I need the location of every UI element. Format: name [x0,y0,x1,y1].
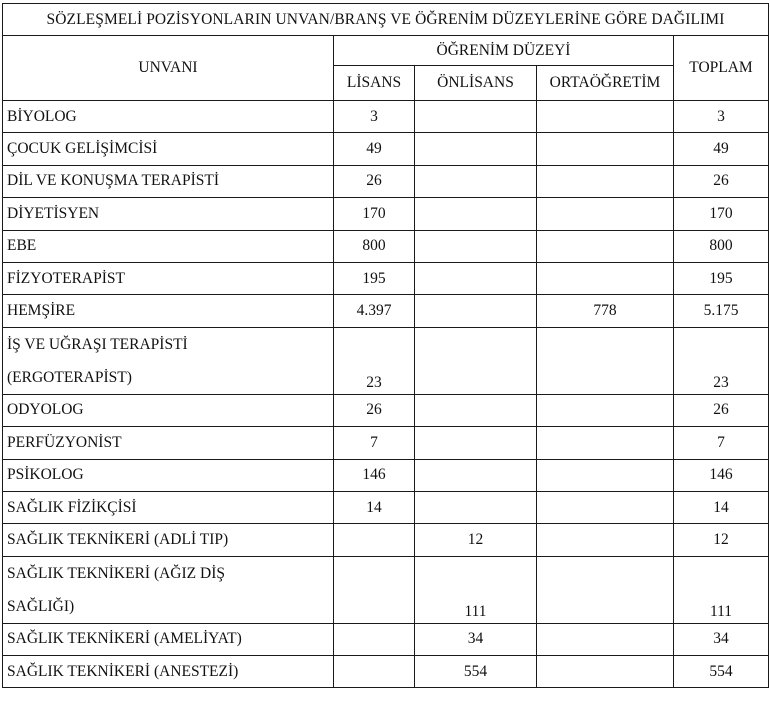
cell-onlisans [415,427,537,459]
table-row [3,262,769,294]
cell-onlisans [415,165,537,197]
cell-toplam: 554 [674,656,769,688]
cell-toplam: 111 [674,556,769,623]
table-row [3,295,769,327]
cell-ortaogretim [537,165,674,197]
cell-lisans: 195 [334,262,415,294]
cell-onlisans [415,394,537,426]
cell-unvan [3,327,334,394]
cell-unvan-line1: SAĞLIK TEKNİKERİ (AĞIZ DİŞ [7,564,225,582]
cell-onlisans [415,262,537,294]
cell-unvan: SAĞLIK TEKNİKERİ (AMELİYAT) [3,623,334,655]
cell-lisans: 800 [334,230,415,262]
cell-lisans: 23 [334,327,415,394]
cell-unvan-line2: (ERGOTERAPİST) [7,368,132,386]
cell-ortaogretim [537,623,674,655]
header-ogrenim-duzeyi: ÖĞRENİM DÜZEYİ [334,36,674,66]
table-row [3,427,769,459]
cell-toplam: 7 [674,427,769,459]
cell-toplam: 170 [674,198,769,230]
cell-onlisans [415,230,537,262]
cell-unvan: SAĞLIK TEKNİKERİ (ADLİ TIP) [3,524,334,556]
cell-onlisans [415,198,537,230]
cell-unvan: ÇOCUK GELİŞİMCİSİ [3,133,334,165]
cell-lisans: 170 [334,198,415,230]
cell-unvan: FİZYOTERAPİST [3,262,334,294]
cell-toplam: 34 [674,623,769,655]
cell-onlisans: 34 [415,623,537,655]
cell-onlisans [415,491,537,523]
cell-unvan: DİYETİSYEN [3,198,334,230]
cell-unvan: HEMŞİRE [3,295,334,327]
table-row [3,230,769,262]
cell-lisans: 3 [334,101,415,133]
header-onlisans: ÖNLİSANS [415,66,537,101]
cell-onlisans: 111 [415,556,537,623]
cell-lisans: 146 [334,459,415,491]
cell-ortaogretim [537,262,674,294]
table-row [3,656,769,688]
cell-ortaogretim [537,656,674,688]
cell-lisans: 49 [334,133,415,165]
table-row [3,198,769,230]
cell-ortaogretim [537,133,674,165]
cell-ortaogretim: 778 [537,295,674,327]
cell-onlisans: 554 [415,656,537,688]
cell-unvan: ODYOLOG [3,394,334,426]
cell-toplam: 12 [674,524,769,556]
cell-unvan: PSİKOLOG [3,459,334,491]
cell-unvan: SAĞLIK FİZİKÇİSİ [3,491,334,523]
cell-lisans: 4.397 [334,295,415,327]
cell-lisans: 14 [334,491,415,523]
cell-lisans: 26 [334,165,415,197]
table-row [3,394,769,426]
header-unvan: UNVANI [3,36,334,101]
header-toplam: TOPLAM [674,36,769,101]
cell-toplam: 26 [674,165,769,197]
cell-onlisans [415,459,537,491]
cell-toplam: 146 [674,459,769,491]
cell-lisans [334,623,415,655]
cell-toplam: 49 [674,133,769,165]
cell-lisans [334,556,415,623]
table-row [3,133,769,165]
cell-ortaogretim [537,491,674,523]
cell-onlisans: 12 [415,524,537,556]
cell-toplam: 5.175 [674,295,769,327]
header-ortaogretim: ORTAÖĞRETİM [537,66,674,101]
cell-unvan: SAĞLIK TEKNİKERİ (ANESTEZİ) [3,656,334,688]
cell-ortaogretim [537,198,674,230]
table-row [3,556,769,623]
cell-toplam: 23 [674,327,769,394]
distribution-table [2,3,769,688]
cell-onlisans [415,327,537,394]
cell-unvan [3,556,334,623]
cell-lisans [334,524,415,556]
cell-ortaogretim [537,427,674,459]
table-row [3,165,769,197]
table-row [3,491,769,523]
cell-toplam: 26 [674,394,769,426]
table-row [3,623,769,655]
cell-unvan: DİL VE KONUŞMA TERAPİSTİ [3,165,334,197]
cell-unvan: BİYOLOG [3,101,334,133]
cell-onlisans [415,133,537,165]
cell-unvan: EBE [3,230,334,262]
table-row [3,524,769,556]
cell-onlisans [415,101,537,133]
cell-ortaogretim [537,327,674,394]
table-row [3,459,769,491]
cell-toplam: 195 [674,262,769,294]
cell-toplam: 800 [674,230,769,262]
cell-unvan: PERFÜZYONİST [3,427,334,459]
table-row [3,327,769,394]
cell-ortaogretim [537,524,674,556]
cell-ortaogretim [537,459,674,491]
cell-ortaogretim [537,556,674,623]
table-title: SÖZLEŞMELİ POZİSYONLARIN UNVAN/BRANŞ VE ÖĞRENİM DÜZEYLERİNE GÖRE DAĞILIMI [3,4,769,36]
cell-toplam: 3 [674,101,769,133]
cell-ortaogretim [537,230,674,262]
cell-lisans [334,656,415,688]
cell-unvan-line1: İŞ VE UĞRAŞI TERAPİSTİ [7,335,188,353]
cell-onlisans [415,295,537,327]
cell-ortaogretim [537,101,674,133]
header-lisans: LİSANS [334,66,415,101]
cell-toplam: 14 [674,491,769,523]
cell-unvan-line2: SAĞLIĞI) [7,597,75,615]
cell-ortaogretim [537,394,674,426]
table-row [3,101,769,133]
cell-lisans: 7 [334,427,415,459]
cell-lisans: 26 [334,394,415,426]
